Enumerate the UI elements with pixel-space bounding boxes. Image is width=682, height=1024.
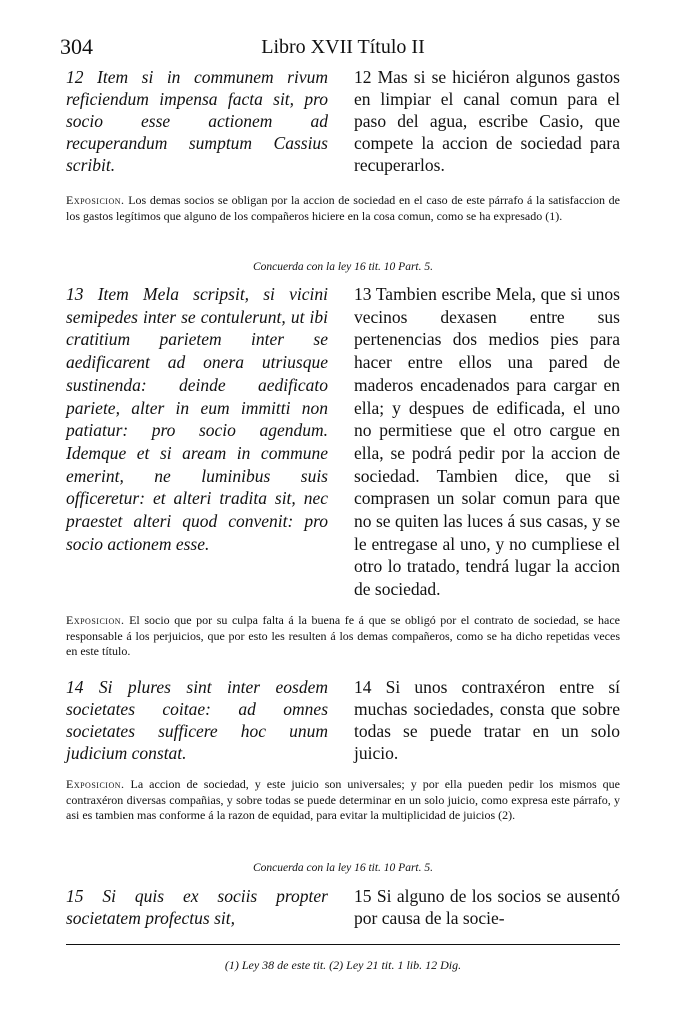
- running-title: Libro XVII Título II: [261, 36, 425, 58]
- section-14: [66, 676, 620, 771]
- latin-text-13: 13 Item Mela scripsit, si vicini semipedes inter se contulerunt, ut ibi cratitium parietem inter se aedificarent ad onera utriusque sustinenda: deinde aedificato pariete, alter in eum immitti non patiatur: pro socio agendum. Idemque et si aream in commune emerint, ne luminibus suis officeretur: et alteri tradita sit, nec praestet alteri quod convenit: pro socio actionem esse.: [66, 284, 328, 554]
- spanish-text-13: 13 Tambien escribe Mela, que si unos vecinos dexasen entre sus pertenencias dos medios pies para hacer entre ellos una pared de maderos encadenados para cargar en ella; y despues de edificada, el uno no permitiese que el otro cargue en ella, se podrá pedir por la accion de sociedad. Tambien dice, que si comprasen un solar comun para que no se quiten las luces á sus casas, y se le entregase al uno, y no cumpliese el otro lo tratado, tendrá lugar la accion de sociedad.: [354, 284, 620, 600]
- exposicion-text: El socio que por su culpa falta á la buena fe á que se obligó por el contrato de sociedad, se hace responsable á los perjuicios, que por esto les resulten á los demas compañeros, como se ha dicho repetidas veces en este título.: [66, 613, 620, 658]
- page-number: 304: [60, 34, 93, 59]
- footnote-rule: [66, 944, 620, 945]
- exposicion-lead: Exposicion.: [66, 777, 125, 791]
- exposicion-lead: Exposicion.: [66, 613, 125, 627]
- exposicion-text: La accion de sociedad, y este juicio son universales; y por ella pueden pedir los mismos que contraxéron diversas compañias, y sobre todas se puede determinar en un solo juicio, como expresa este párrafo, y asi es tambien mas conforme á la razon de equidad, para evitar la multiplicidad de juicios (2).: [66, 777, 621, 822]
- exposicion-lead: Exposicion.: [66, 193, 125, 207]
- section-13: [66, 283, 620, 603]
- spanish-text-12: 12 Mas si se hiciéron algunos gastos en limpiar el canal comun para el paso del agua, escribe Casio, que compete la accion de sociedad para recuperarlos.: [354, 67, 620, 175]
- concordance-note: Concuerda con la ley 16 tit. 10 Part. 5.: [252, 862, 434, 874]
- section-12: [66, 66, 620, 186]
- footnotes: (1) Ley 38 de este tit. (2) Ley 21 tit. 1 lib. 12 Dig.: [224, 958, 462, 972]
- exposicion-text: Los demas socios se obligan por la accion de sociedad en el caso de este párrafo á la satisfaccion de los gastos legítimos que alguno de los compañeros hiciere en la cosa comun, como se ha expresado (1).: [66, 193, 621, 223]
- exposicion-12: [66, 193, 620, 224]
- page-header: [60, 34, 626, 60]
- latin-text-12: 12 Item si in communem rivum reficiendum impensa facta sit, pro socio esse actionem ad recuperandum sumptum Cassius scribit.: [66, 67, 328, 175]
- spanish-text-14: 14 Si unos contraxéron entre sí muchas sociedades, consta que sobre todas se puede tratar en un solo juicio.: [354, 677, 620, 763]
- latin-text-15: 15 Si quis ex sociis propter societatem profectus sit,: [66, 886, 328, 928]
- spanish-text-15: 15 Si alguno de los socios se ausentó por causa de la socie-: [354, 886, 620, 928]
- exposicion-13: [66, 613, 620, 660]
- concordance-note: Concuerda con la ley 16 tit. 10 Part. 5.: [252, 261, 434, 273]
- section-15: [66, 885, 620, 935]
- exposicion-14: [66, 777, 620, 824]
- latin-text-14: 14 Si plures sint inter eosdem societates coitae: ad omnes societates sufficere hoc unum judicium constat.: [66, 677, 328, 763]
